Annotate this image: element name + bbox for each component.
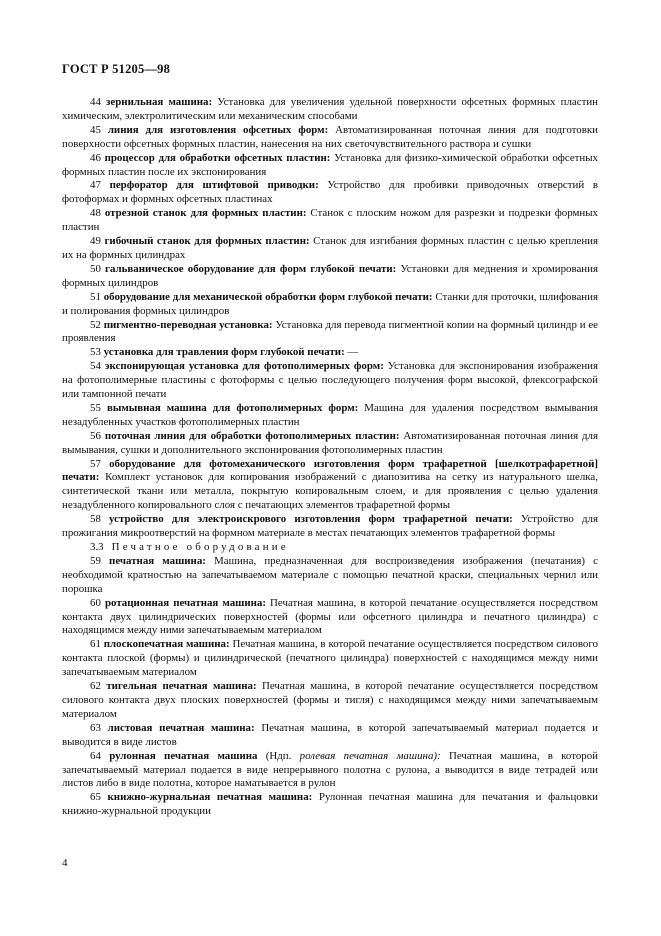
section-heading [62,541,598,555]
entry-term: отрезной станок для формных пластин: [104,207,307,220]
entry-number: 56 [90,429,101,442]
term-entry [62,638,598,680]
entry-term: установка для травления форм глубокой печати: [103,346,345,359]
entry-term: пигментно-переводная установка: [103,318,273,331]
entry-number: 62 [90,680,101,693]
entry-term: экспонирующая установка для фотополимерных форм: [104,360,384,373]
entry-term: зернильная машина: [106,96,213,108]
term-entry [62,360,598,402]
entries-group-printing-machines [62,555,598,750]
entry-number: 49 [90,235,101,248]
term-entry [62,263,598,291]
entry-term: устройство для электроискрового изготовления форм трафаретной печати: [109,513,513,526]
entry-number: 45 [90,123,101,136]
entries-group-equipment-forms [62,96,598,541]
term-entry [62,235,598,263]
entry-term: тигельная печатная машина: [106,680,257,693]
entry-number: 59 [90,554,101,567]
term-entry [62,402,598,430]
term-entry [62,430,598,458]
entry-number: 53 [90,346,101,359]
entry-definition: Печатная машина, в которой запечатываемый материал подается в виде непрерывного полотна с рулона, а выводится в виде тетрадей или листов либо в виде полотна, которое наматывается в рулон [62,749,599,790]
page-number: 4 [62,857,68,869]
entry-number: 65 [90,791,101,804]
section-number: 3.3 [90,541,104,553]
entry-term: рулонная печатная машина [109,749,258,762]
term-entry [62,179,598,207]
entry-definition: Машина для удаления посредством вымывания незадубленных участков фотополимерных пластин [62,401,598,428]
entry-definition: Печатная машина, в которой запечатываемый материал подается и выводится в виде листов [62,721,598,748]
entry-definition: Печатная машина, в которой печатание осуществляется посредством силового контакта двух плоских поверхностей (формы и тигля) с находящимся между ними запечатываемым материалом [62,680,598,720]
entry-definition: Комплект установок для копирования изображений с диапозитива на сетку из натурального шелка, синтетической ткани или металла, покрытую копировальным слоем, и для проявления с целью удаления незадубленного копировального слоя с печатающих элементов трафаретной формы [62,471,598,512]
entry-definition: Установка для физико-химической обработки офсетных формных пластин после их экспонирования [62,151,598,178]
entry-number: 57 [90,457,101,470]
entry-term: оборудование для механической обработки форм глубокой печати: [103,290,433,303]
entry-number: 55 [90,401,101,414]
term-entry [62,555,598,597]
entry-number: 58 [90,513,101,526]
document-body [62,96,598,819]
entry-term: книжно-журнальная печатная машина: [107,791,313,804]
entry-term: процессор для обработки офсетных пластин: [104,151,331,164]
entry-number: 63 [90,721,101,734]
entry-definition: Установка для увеличения удельной поверхности офсетных формных пластин химическим, электролитическим или механическим способами [62,96,598,122]
entry-term: плоскопечатная машина: [103,638,230,651]
entry-definition: Автоматизированная поточная линия для вымывания, сушки и дополнительного экспонирования фотополимерных пластин [62,429,598,456]
entry-term: гибочный станок для формных пластин: [104,235,310,248]
entry-synonym: ролевая печатная машина): [299,749,441,762]
entry-definition: Автоматизированная поточная линия для подготовки поверхности офсетных формных пластин, нанесения на них светочувствительного раствора и сушки [62,123,598,150]
section-title: Печатное оборудование [111,541,289,553]
term-entry [62,124,598,152]
entry-synonym-prefix: (Ндп. [257,749,300,762]
term-entry [62,791,598,819]
term-entry [62,513,598,541]
entry-term: печатная машина: [109,554,206,567]
entry-number: 52 [90,318,101,331]
entry-definition: Установки для меднения и хромирования формных цилиндров [62,262,598,289]
term-entry [62,319,598,347]
entry-number: 50 [90,262,101,275]
entry-definition: Печатная машина, в которой печатание осуществляется посредством контакта двух цилиндрических поверхностей (формы или офсетного цилиндра и печатного цилиндра) с находящимся между ними запечатываемым материалом [62,596,598,637]
entry-term: гальваническое оборудование для форм глубокой печати: [105,262,397,275]
entry-definition: Машина, предназначенная для воспроизведения изображения (печатания) с необходимой кратностью на запечатываемом материале с помощью печатной краски, специальных чернил или порошка [62,554,598,595]
term-entry [62,207,598,235]
entry-definition: Станок для изгибания формных пластин с целью крепления их на формных цилиндрах [62,235,598,261]
entry-definition: — [344,346,359,359]
entry-definition: Печатная машина, в которой печатание осуществляется посредством силового контакта плоской (формы) и цилиндрической (печатного цилиндра) поверхностей с находящимся между ними запечатываемым материалом [62,638,598,679]
entry-number: 48 [90,207,101,220]
term-entry [62,750,598,792]
entry-definition: Рулонная печатная машина для печатания и фальцовки книжно-журнальной продукции [62,791,598,818]
document-header: ГОСТ Р 51205—98 [62,62,171,76]
term-entry [62,152,598,180]
entry-definition: Устройство для прожигания микроотверстий на формном материале в местах печатающих элементов трафаретной формы [62,513,599,540]
entry-number: 61 [90,638,101,651]
term-entry [62,291,598,319]
entry-number: 44 [90,96,101,108]
term-entry [62,722,598,750]
entry-number: 64 [90,749,101,762]
term-entry [62,96,598,124]
entry-number: 54 [90,360,101,373]
entry-term: листовая печатная машина: [107,721,255,734]
entry-term: поточная линия для обработки фотополимерных пластин: [104,429,400,442]
entry-term: вымывная машина для фотополимерных форм: [106,401,359,414]
term-entry [62,597,598,639]
entry-number: 51 [90,290,101,303]
entry-number: 60 [90,596,101,609]
entry-definition: Станки для проточки, шлифования и полирования формных цилиндров [62,290,598,317]
entry-term: перфоратор для штифтовой приводки: [109,179,319,192]
entry-number: 47 [90,179,101,192]
entry-term: оборудование для фотомеханического изготовления форм трафаретной [шелкотрафаретной] печати: [62,457,599,484]
term-entry [62,458,598,514]
entry-term: линия для изготовления офсетных форм: [107,123,329,136]
entry-definition: Установка для экспонирования изображения на фотополимерные пластины с фотоформы с целью последующего получения форм высокой, флексографской или тампонной печати [62,360,598,401]
entry-definition: Станок с плоским ножом для разрезки и подрезки формных пластин [62,207,598,234]
entry-term: ротационная печатная машина: [104,596,266,609]
entry-number: 46 [90,151,101,164]
term-entry [62,680,598,722]
entry-definition: Устройство для пробивки приводочных отверстий в фотоформах и формных офсетных пластинах [62,179,598,206]
term-entry [62,346,598,360]
entry-definition: Установка для перевода пигментной копии на формный цилиндр и ее проявления [62,318,598,345]
